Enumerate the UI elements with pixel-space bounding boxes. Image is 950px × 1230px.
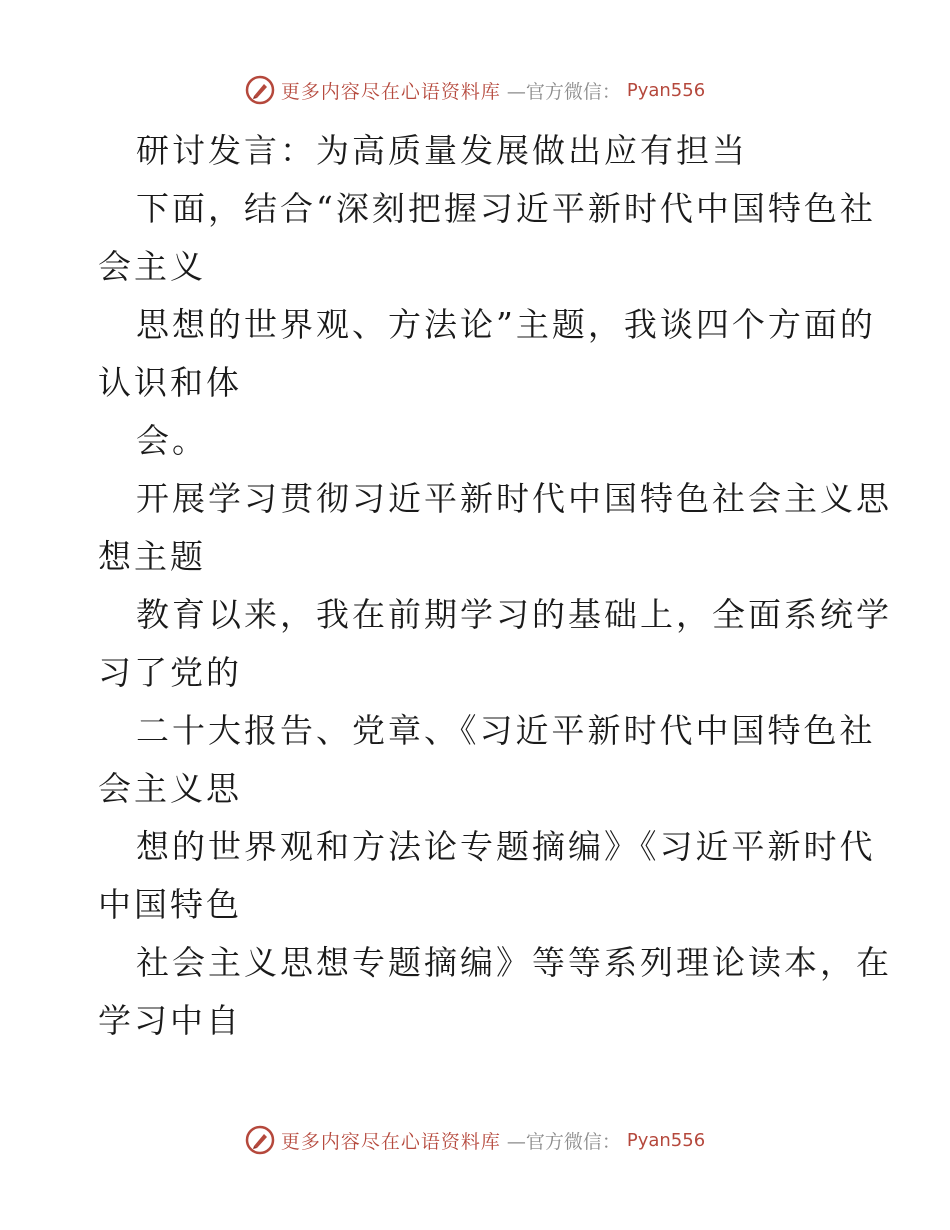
watermark-separator: —官方微信： <box>506 80 621 103</box>
text-line: 习了党的 <box>98 653 242 692</box>
text-line: 中国特色 <box>98 885 242 924</box>
document-body <box>98 122 892 1050</box>
watermark-separator: —官方微信： <box>506 1130 621 1153</box>
text-line: 认识和体 <box>98 363 242 402</box>
pen-logo-icon <box>245 1125 275 1155</box>
text-line: 想的世界观和方法论专题摘编》《习近平新时代 <box>136 827 876 866</box>
text-line: 思想的世界观、方法论”主题，我谈四个方面的 <box>136 305 876 344</box>
text-line: 会。 <box>136 421 208 460</box>
watermark-wechat-id: Pyan556 <box>626 1129 706 1151</box>
pen-logo-icon <box>245 75 275 105</box>
watermark-brand: 更多内容尽在心语资料库 <box>280 1130 501 1153</box>
header-watermark <box>0 70 950 110</box>
text-line: 会主义思 <box>98 769 242 808</box>
text-line: 教育以来，我在前期学习的基础上，全面系统学 <box>136 595 892 634</box>
text-line: 想主题 <box>98 537 206 576</box>
text-line: 二十大报告、党章、《习近平新时代中国特色社 <box>136 711 876 750</box>
text-line: 社会主义思想专题摘编》等等系列理论读本，在 <box>136 943 892 982</box>
watermark-brand: 更多内容尽在心语资料库 <box>280 80 501 103</box>
text-line: 学习中自 <box>98 1001 242 1040</box>
watermark-wechat-id: Pyan556 <box>626 79 706 101</box>
document-title: 研讨发言：为高质量发展做出应有担当 <box>136 131 748 170</box>
footer-watermark <box>0 1120 950 1160</box>
text-line: 下面，结合“深刻把握习近平新时代中国特色社 <box>136 189 876 228</box>
text-line: 会主义 <box>98 247 206 286</box>
text-line: 开展学习贯彻习近平新时代中国特色社会主义思 <box>136 479 892 518</box>
